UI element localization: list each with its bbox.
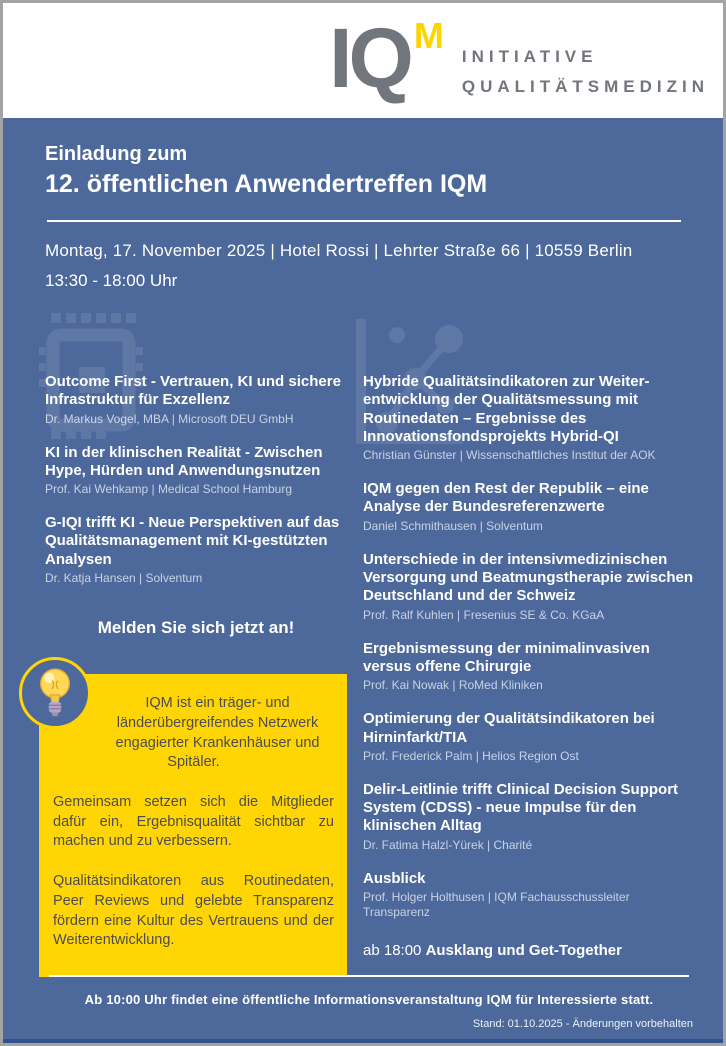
iqm-logo-wordmark [462,42,709,102]
talk-speaker: Prof. Kai Wehkamp | Medical School Hamburg [45,482,293,497]
lightbulb-badge [19,657,91,729]
talk-item [45,444,347,498]
info-paragraph [53,694,334,773]
info-paragraph-text: IQM ist ein träger- und länderübergreifendes Netzwerk engagierter Krankenhäuser und Spitäler. [115,695,320,771]
talk-title: Optimierung der Qualitätsindikatoren bei Hirninfarkt/TIA [363,710,655,746]
iqm-logo-line1: INITIATIVE [461,46,598,66]
bottom-accent-strip [3,1039,723,1043]
lightbulb-icon [36,666,74,720]
talk-title: IQM gegen den Rest der Republik – eine Analyse der Bundesreferenzwerte [363,480,649,516]
info-paragraph: Qualitätsindikatoren aus Routinedaten, Peer Reviews und gelebte Transparenz fördern eine Kultur des Vertrauens und der Weiterentwicklung. [53,873,334,949]
closing-line [363,942,699,959]
talk-item [363,870,699,920]
page-title: 12. öffentlichen Anwendertreffen IQM [45,170,488,198]
talk-title: Delir-Leitlinie trifft Clinical Decision Support System (CDSS) - neue Impulse für den klinischen Alltag [363,780,679,835]
program-left-column [45,311,347,977]
talk-speaker: Prof. Kai Nowak | RoMed Kliniken [363,678,543,693]
talk-item [363,710,699,764]
talk-speaker: Prof. Frederick Palm | Helios Region Ost [363,748,579,763]
iqm-logo-iq: IQ [329,10,410,105]
iqm-logo-mark [329,10,444,105]
footer [45,975,693,1030]
iqm-logo [329,10,709,105]
talk-speaker: Dr. Fatima Halzl-Yürek | Charité [363,837,533,852]
footer-stand-note: Stand: 01.10.2025 - Änderungen vorbehalten [472,1018,693,1030]
register-call-to-action: Melden Sie sich jetzt an! [97,618,295,638]
event-date-location: Montag, 17. November 2025 | Hotel Rossi | Lehrter Straße 66 | 10559 Berlin [45,241,633,260]
header-bar [3,3,723,118]
talk-speaker: Dr. Markus Vogel, MBA | Microsoft DEU GmbH [45,411,294,426]
talk-speaker: Dr. Katja Hansen | Solventum [45,571,203,586]
closing-time: ab 18:00 [363,942,426,960]
talk-item [45,514,347,586]
program-right-column [363,311,699,977]
footer-note: Ab 10:00 Uhr findet eine öffentliche Informationsveranstaltung IQM für Interessierte statt. [84,992,654,1007]
footer-divider [49,975,689,977]
talk-title: Unterschiede in der intensivmedizinischen Versorgung und Beatmungstherapie zwischen Deutschland und der Schweiz [363,550,694,605]
talk-speaker: Prof. Holger Holthusen | IQM Fachausschussleiter Transparenz [363,890,630,920]
talk-item [45,373,347,427]
iqm-info-box [39,674,347,977]
talk-speaker: Christian Günster | Wissenschaftliches Institut der AOK [363,448,656,463]
talk-title: Ergebnismessung der minimalinvasiven versus offene Chirurgie [363,639,650,675]
title-divider [47,220,681,222]
closing-event: Ausklang und Get-Together [425,942,622,960]
intro-section [3,118,723,291]
talk-speaker: Prof. Ralf Kuhlen | Fresenius SE & Co. KGaA [363,607,605,622]
info-paragraph: Gemeinsam setzen sich die Mitglieder dafür ein, Ergebnisqualität sichtbar zu machen und zu verbessern. [53,793,334,850]
talk-speaker: Daniel Schmithausen | Solventum [363,518,543,533]
talk-item [363,373,699,463]
talk-title: KI in der klinischen Realität - Zwischen Hype, Hürden und Anwendungsnutzen [45,443,323,479]
talk-title: G-IQI trifft KI - Neue Perspektiven auf das Qualitätsmanagement mit KI-gestützten Analysen [45,514,340,568]
iqm-logo-line2: QUALITÄTSMEDIZIN [461,76,709,96]
talk-item [363,480,699,534]
talk-item [363,781,699,853]
talk-item [363,551,699,623]
event-time: 13:30 - 18:00 Uhr [45,271,178,290]
program-columns [3,311,723,977]
flyer-body [3,118,723,1043]
talk-title: Hybride Qualitätsindikatoren zur Weiter-entwicklung der Qualitätsmessung mit Routinedaten – Ergebnisse des Innovationsfondsprojekts Hybrid-QI [363,373,650,445]
talk-item [363,640,699,694]
iqm-logo-m: M [413,14,444,56]
talk-title: Ausblick [363,869,426,887]
pretitle: Einladung zum [45,143,188,165]
talk-title: Outcome First - Vertrauen, KI und sichere Infrastruktur für Exzellenz [45,373,341,409]
